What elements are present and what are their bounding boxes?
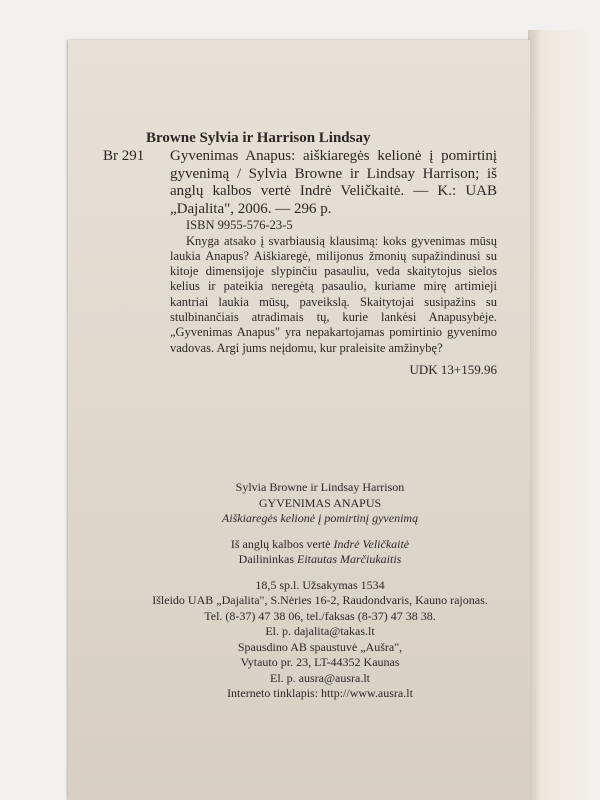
call-number: Br 291 bbox=[103, 148, 145, 164]
catalog-author-heading: Browne Sylvia ir Harrison Lindsay bbox=[146, 130, 371, 146]
imprint-line: 18,5 sp.l. Užsakymas 1534 bbox=[255, 577, 385, 592]
imprint-line: Vytauto pr. 23, LT-44352 Kaunas bbox=[240, 655, 400, 669]
translator-line: Iš anglų kalbos vertė Indrė Veličkaitė bbox=[230, 536, 410, 551]
artist-line: Dailininkas Eitautas Marčiukaitis bbox=[238, 552, 402, 566]
imprint bbox=[110, 480, 530, 702]
imprint-line: Interneto tinklapis: http://www.ausra.lt bbox=[227, 686, 413, 700]
isbn: ISBN 9955-576-23-5 bbox=[186, 218, 293, 232]
imprint-line: El. p. dajalita@takas.lt bbox=[265, 624, 375, 638]
catalog-card bbox=[103, 128, 497, 378]
catalog-entry: Gyvenimas Anapus: aiškiaregės kelionė į pomirtinį gyvenimą / Sylvia Browne ir Lindsay Harrison; iš anglų kalbos vertė Indrė Veličkaitė. — K.: UAB „Dajalita", 2006. — 296 p. bbox=[170, 148, 497, 217]
udk: UDK 13+159.96 bbox=[409, 361, 497, 377]
imprint-subtitle: Aiškiaregės kelionė į pomirtinį gyvenimą bbox=[221, 511, 419, 525]
annotation: Knyga atsako į svarbiausią klausimą: koks gyvenimas mūsų laukia Anapus? Aiškiaregė, milijonus žmonių supažindinusi su kitoje dimensijoje slypinčiu pasauliu, veda skaitytojus sielos kelius ir pateikia neregėtą pasaulio, kuriame mirę artimieji kantriai laukia mūsų, paveikslą. Skaitytojai susipažins su stulbinančiais atradimais tų, kurie lankėsi Anapusybėje. „Gyvenimas Anapus" yra nepakartojamas pomirtinio gyvenimo vadovas. Argi jums neįdomu, kur praleisite amžinybę? bbox=[170, 233, 497, 355]
imprint-authors: Sylvia Browne ir Lindsay Harrison bbox=[235, 480, 405, 494]
imprint-line: Tel. (8-37) 47 38 06, tel./faksas (8-37) 47 38 38. bbox=[204, 608, 436, 623]
imprint-line: Spausdino AB spaustuvė „Aušra", bbox=[237, 639, 403, 654]
imprint-title: GYVENIMAS ANAPUS bbox=[258, 495, 382, 510]
imprint-line: El. p. ausra@ausra.lt bbox=[269, 670, 371, 685]
imprint-line: Išleido UAB „Dajalita", S.Nėries 16-2, Raudondvaris, Kauno rajonas. bbox=[152, 593, 488, 607]
catalog-entry-row bbox=[103, 148, 497, 218]
next-page-edge bbox=[528, 30, 600, 800]
